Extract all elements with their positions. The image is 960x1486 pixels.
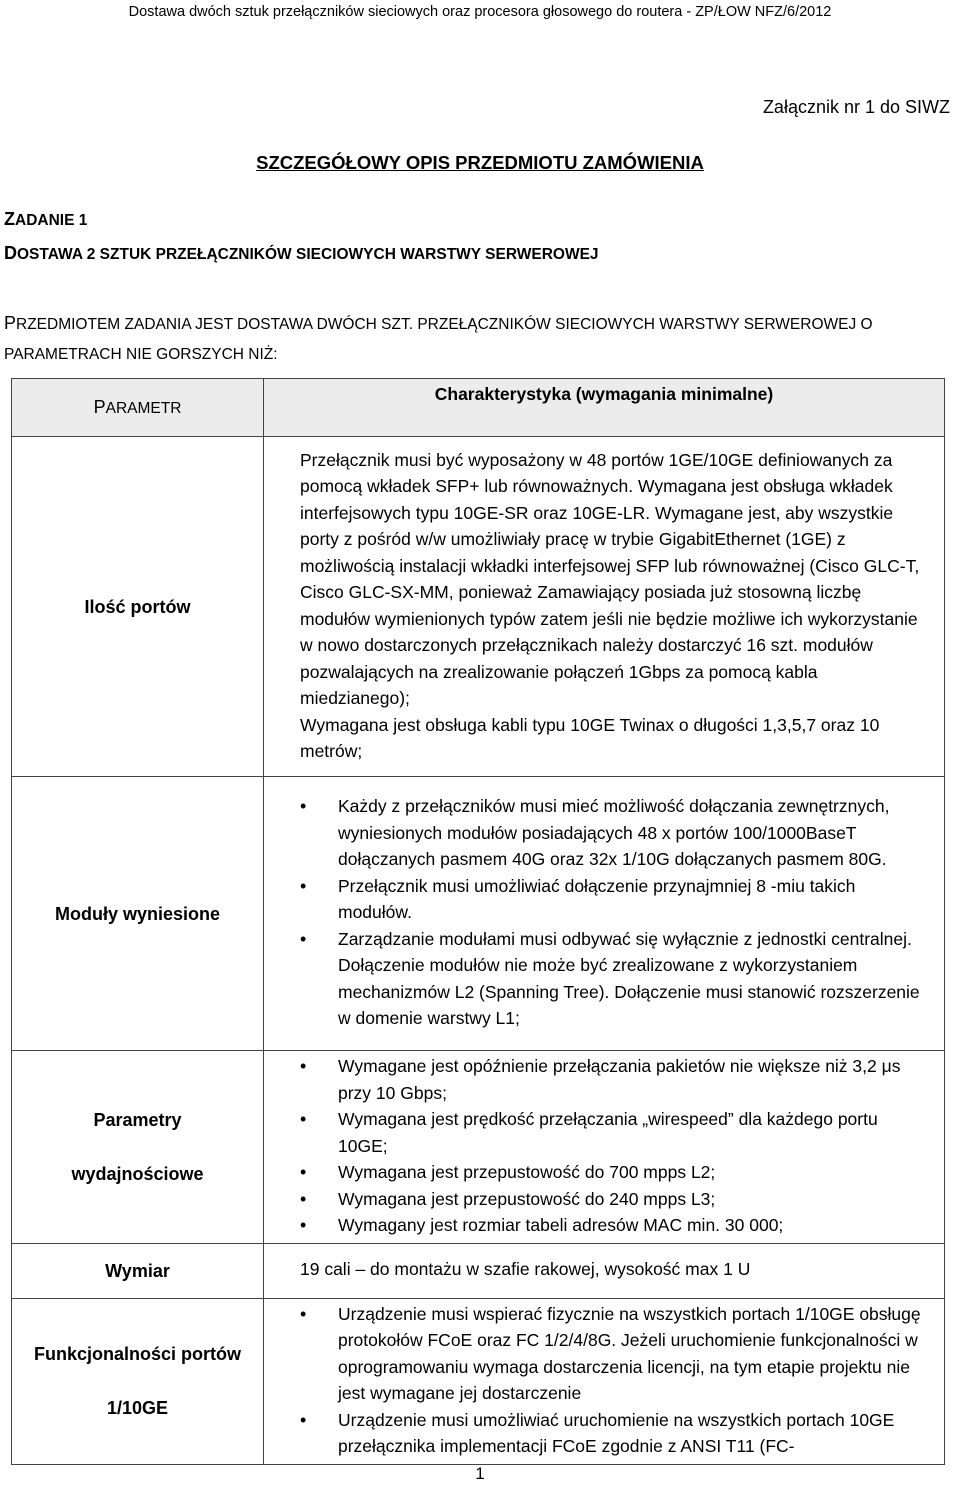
desc-cell — [264, 1051, 945, 1244]
table-row — [12, 1051, 945, 1244]
subject-line-1: PRZEDMIOTEM ZADANIA JEST DOSTAWA DWÓCH SZT. PRZEŁĄCZNIKÓW SIECIOWYCH WARSTWY SERWEROWEJ O — [4, 313, 873, 333]
desc-cell — [264, 777, 945, 1051]
document-title: SZCZEGÓŁOWY OPIS PRZEDMIOTU ZAMÓWIENIA — [256, 152, 704, 173]
desc-cell: Przełącznik musi być wyposażony w 48 portów 1GE/10GE definiowanych za pomocą wkładek SFP+ lub równoważnych. Wymagana jest obsługa wkładek interfejsowych typu 10GE-SR oraz 10GE-LR. Wymagane jest, aby wszystkie porty z pośród w/w umożliwiały pracę w trybie GigabitEthernet (1GE) z możliwością instalacji wkładki interfejsowej SFP lub równoważnej (Cisco GLC-T, Cisco GLC-SX-MM, ponieważ Zamawiający posiada już stosowną liczbę modułów wymienionych typów zatem jeśli nie będzie możliwe ich wykorzystanie w nowo dostarczonych przełącznikach należy dostarczyć 16 szt. modułów pozwalających na zrealizowanie połączeń 1Gbps za pomocą kabla miedzianego); Wymagana jest obsługa kabli typu 10GE Twinax o długości 1,3,5,7 oraz 10 metrów; — [264, 437, 945, 777]
table-row — [12, 777, 945, 1051]
bullet-item: • Urządzenie musi umożliwiać uruchomienie na wszystkich portach 10GE przełącznika implementacji FCoE zgodnie z ANSI T11 (FC- — [338, 1407, 932, 1460]
param-cell: Ilość portów — [12, 437, 264, 777]
bullet-item: • Wymagana jest prędkość przełączania „wirespeed” dla każdego portu 10GE; — [338, 1106, 932, 1159]
bullet-item: • Przełącznik musi umożliwiać dołączenie przynajmniej 8 -miu takich modułów. — [338, 873, 932, 926]
header-characteristic: Charakterystyka (wymagania minimalne) — [264, 379, 945, 437]
param-cell: Moduły wyniesione — [12, 777, 264, 1051]
header-parameter: PARAMETR — [12, 379, 264, 437]
desc-cell: 19 cali – do montażu w szafie rakowej, wysokość max 1 U — [264, 1243, 945, 1298]
bullet-item: • Urządzenie musi wspierać fizycznie na wszystkich portach 1/10GE obsługę protokołów FCoE oraz FC 1/2/4/8G. Jeżeli uruchomienie funkcjonalności w oprogramowaniu wymaga dostarczenia licencji, na tym etapie projektu nie jest wymagane jej dostarczenie — [338, 1301, 932, 1407]
running-header: Dostawa dwóch sztuk przełączników sieciowych oraz procesora głosowego do routera - ZP/ŁOW NFZ/6/2012 — [128, 4, 832, 20]
param-cell: Wymiar — [12, 1243, 264, 1298]
table-row — [12, 1298, 945, 1464]
specification-table — [11, 378, 945, 1465]
subject-line-2: PARAMETRACH NIE GORSZYCH NIŻ: — [4, 346, 278, 363]
task-label: ZADANIE 1 — [4, 209, 88, 229]
table-header-row — [12, 379, 945, 437]
param-cell: Parametry wydajnościowe — [12, 1051, 264, 1244]
table-row — [12, 437, 945, 777]
bullet-item: • Zarządzanie modułami musi odbywać się wyłącznie z jednostki centralnej. Dołączenie modułów nie może być zrealizowane z wykorzystaniem mechanizmów L2 (Spanning Tree). Dołączenie musi stanowić rozszerzenie w domenie warstwy L1; — [338, 926, 932, 1032]
bullet-item: • Każdy z przełączników musi mieć możliwość dołączania zewnętrznych, wyniesionych modułów posiadających 48 x portów 100/1000BaseT dołączanych pasmem 40G oraz 32x 1/10G dołączanych pasmem 80G. — [338, 793, 932, 873]
table-row — [12, 1243, 945, 1298]
bullet-item: • Wymagany jest rozmiar tabeli adresów MAC min. 30 000; — [338, 1212, 932, 1239]
page-number: 1 — [475, 1464, 485, 1483]
bullet-item: • Wymagana jest przepustowość do 240 mpps L3; — [338, 1186, 932, 1213]
delivery-heading: DOSTAWA 2 SZTUK PRZEŁĄCZNIKÓW SIECIOWYCH WARSTWY SERWEROWEJ — [4, 243, 599, 263]
param-cell: Funkcjonalności portów 1/10GE — [12, 1298, 264, 1464]
annex-label: Załącznik nr 1 do SIWZ — [762, 97, 950, 117]
bullet-item: • Wymagana jest przepustowość do 700 mpps L2; — [338, 1159, 932, 1186]
bullet-item: • Wymagane jest opóźnienie przełączania pakietów nie większe niż 3,2 μs przy 10 Gbps; — [338, 1053, 932, 1106]
desc-cell — [264, 1298, 945, 1464]
